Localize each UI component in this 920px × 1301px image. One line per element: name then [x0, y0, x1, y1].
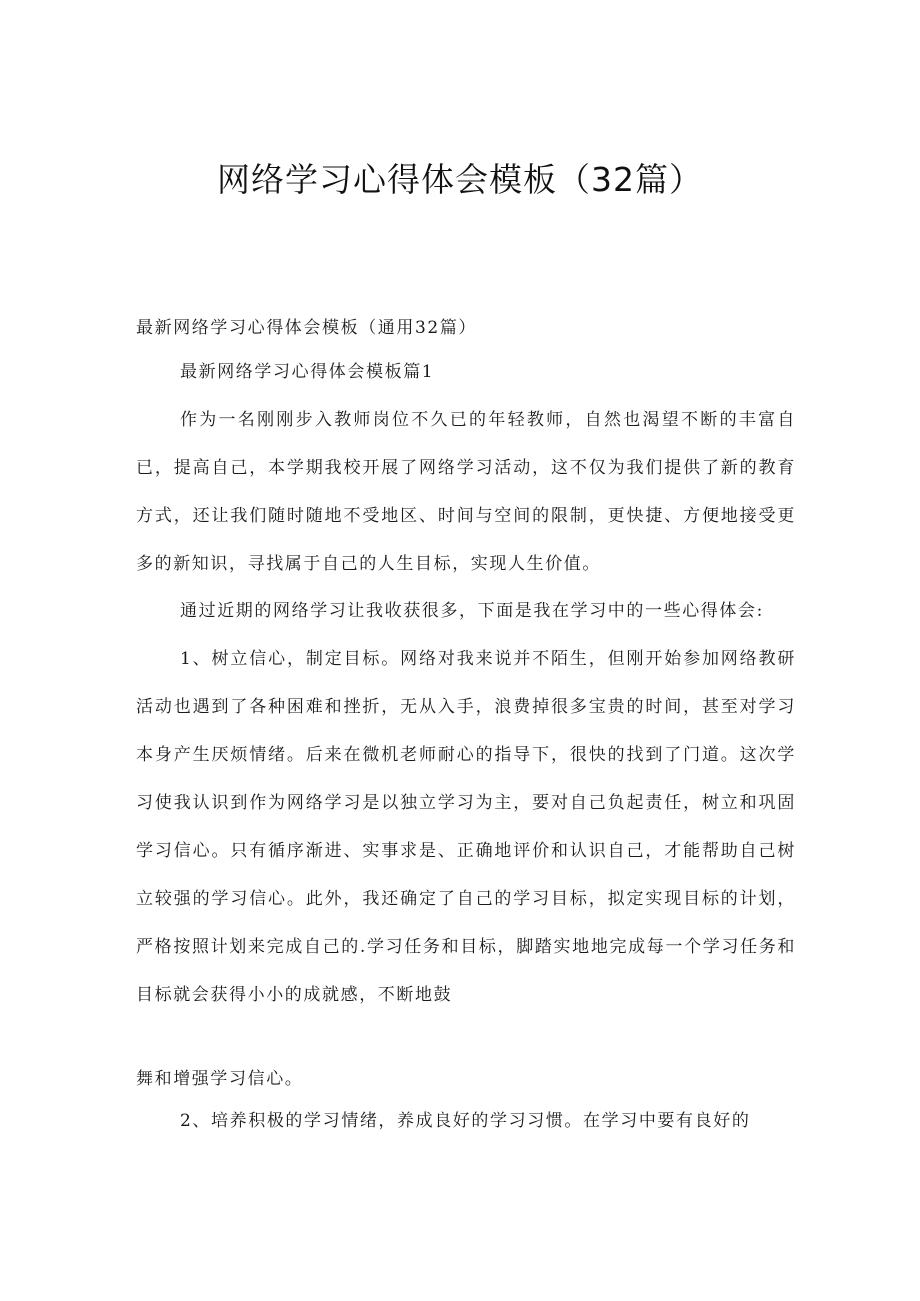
paragraph: 作为一名刚刚步入教师岗位不久已的年轻教师，自然也渴望不断的丰富自已，提高自己，本学期我校开展了网络学习活动，这不仅为我们提供了新的教育方式，还让我们随时随地不受地区、时间与空间的限制，更快捷、方便地接受更多的新知识，寻找属于自己的人生目标，实现人生价值。 — [136, 410, 796, 574]
paragraph-continuation: 舞和增强学习信心。 — [136, 1069, 304, 1089]
document-subtitle: 最新网络学习心得体会模板（通用32篇） — [136, 318, 478, 338]
paragraph: 1、树立信心，制定目标。网络对我来说并不陌生，但刚开始参加网络教研活动也遇到了各种困难和挫折，无从入手，浪费掉很多宝贵的时间，甚至对学习本身产生厌烦情绪。后来在微机老师耐心的指导下，很快的找到了门道。这次学习使我认识到作为网络学习是以独立学习为主，要对自己负起责任，树立和巩固学习信心。只有循序渐进、实事求是、正确地评价和认识自己，才能帮助自己树立较强的学习信心。此外，我还确定了自己的学习目标，拟定实现目标的计划，严格按照计划来完成自己的.学习任务和目标，脚踏实地地完成每一个学习任务和目标就会获得小小的成就感，不断地鼓 — [136, 649, 796, 1005]
document-title: 网络学习心得体会模板（32篇） — [217, 160, 703, 199]
paragraph: 2、培养积极的学习情绪，养成良好的学习习惯。在学习中要有良好的 — [180, 1111, 751, 1131]
paragraph: 通过近期的网络学习让我收获很多，下面是我在学习中的一些心得体会: — [180, 601, 764, 621]
section-heading: 最新网络学习心得体会模板篇1 — [180, 362, 435, 382]
